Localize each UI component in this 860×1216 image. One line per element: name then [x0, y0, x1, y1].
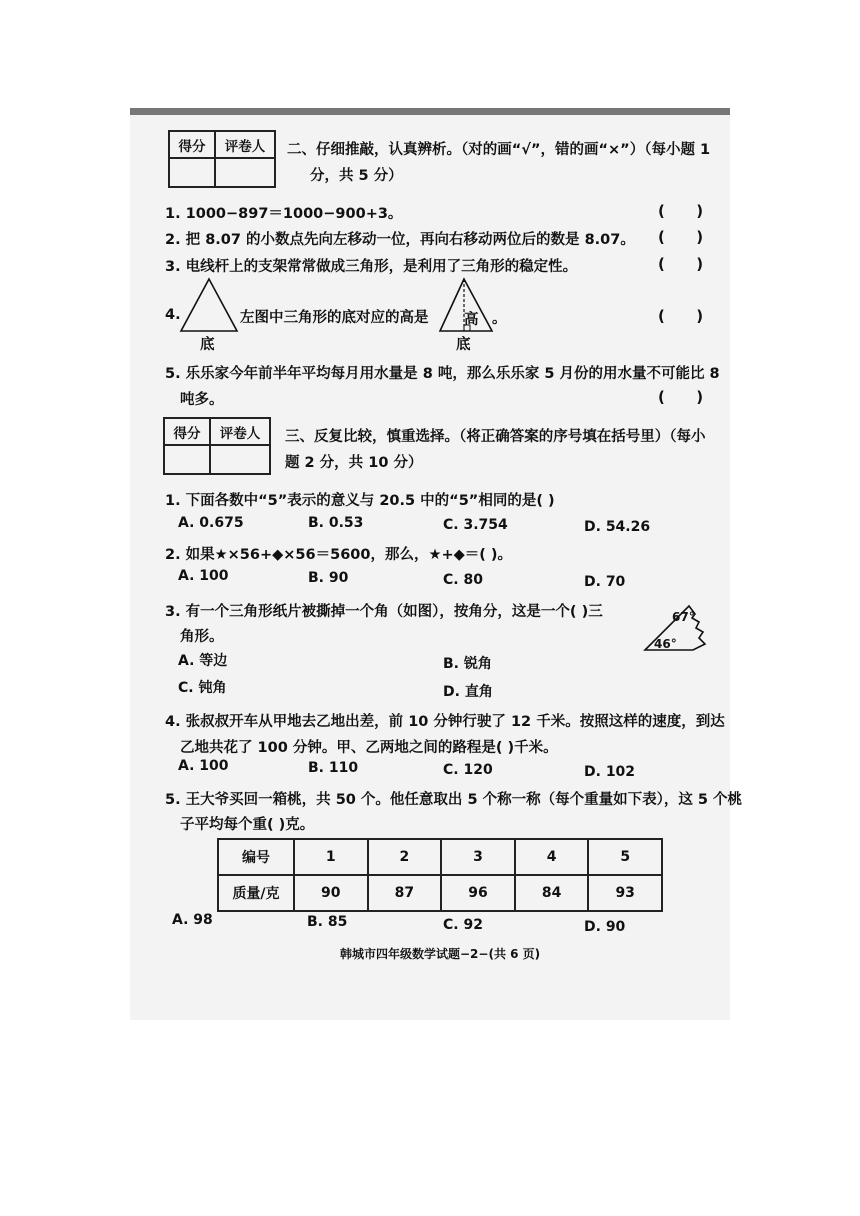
s3-q2-option-c[interactable]: C. 80: [443, 572, 483, 588]
grader-cell[interactable]: [210, 445, 270, 474]
s2-question-1: 1. 1000−897＝1000−900+3。: [165, 206, 403, 222]
grader-label: 评卷人: [215, 131, 275, 158]
s2-answer-2[interactable]: ( ): [658, 228, 704, 246]
score-cell[interactable]: [169, 158, 215, 187]
s2-answer-5[interactable]: ( ): [658, 388, 704, 406]
s3-q3-option-c[interactable]: C. 钝角: [178, 680, 227, 696]
s2-question-4-number: 4.: [165, 307, 181, 323]
s3-q4-option-d[interactable]: D. 102: [584, 764, 636, 780]
section2-title: 二、仔细推敲，认真辨析。（对的画“√”，错的画“×”）（每小题 1: [287, 142, 711, 158]
s3-question-1: 1. 下面各数中“5”表示的意义与 20.5 中的“5”相同的是( ): [165, 493, 555, 509]
table-cell-mass: 84: [515, 875, 589, 911]
s2-answer-3[interactable]: ( ): [658, 255, 704, 273]
peach-mass-table: [217, 838, 663, 912]
s3-q4-option-c[interactable]: C. 120: [443, 762, 493, 778]
top-divider: [130, 108, 730, 115]
section3-title: 三、反复比较，慎重选择。（将正确答案的序号填在括号里）（每小: [285, 429, 706, 445]
score-cell[interactable]: [164, 445, 210, 474]
section2-title-cont: 分，共 5 分）: [310, 168, 403, 184]
s2-question-4-end: 。: [492, 311, 507, 327]
s3-q1-option-a[interactable]: A. 0.675: [178, 515, 244, 531]
height-label: 高: [464, 312, 479, 328]
table-cell-id: 2: [368, 839, 442, 875]
angle-67-label: 67°: [672, 610, 695, 624]
table-row-masses: [218, 875, 662, 911]
s3-q4-option-b[interactable]: B. 110: [308, 760, 359, 776]
triangle-right-base-label: 底: [456, 337, 471, 353]
table-cell-mass: 90: [294, 875, 368, 911]
score-label: 得分: [164, 418, 210, 445]
table-cell-id: 5: [588, 839, 662, 875]
table-cell-mass: 93: [588, 875, 662, 911]
s2-question-5-cont: 吨多。: [180, 392, 224, 408]
page-footer: 韩城市四年级数学试题−2−(共 6 页): [340, 947, 541, 961]
triangle-left-base-label: 底: [200, 337, 215, 353]
s2-question-2: 2. 把 8.07 的小数点先向左移动一位，再向右移动两位后的数是 8.07。: [165, 232, 635, 248]
s3-question-3-cont: 角形。: [180, 629, 224, 645]
table-row-ids: [218, 839, 662, 875]
s2-question-3: 3. 电线杆上的支架常常做成三角形，是利用了三角形的稳定性。: [165, 259, 578, 275]
s3-q3-option-a[interactable]: A. 等边: [178, 653, 228, 669]
table-cell-mass: 87: [368, 875, 442, 911]
s3-question-5: 5. 王大爷买回一箱桃，共 50 个。他任意取出 5 个称一称（每个重量如下表），这 5 个桃: [165, 792, 743, 808]
s3-q3-option-d[interactable]: D. 直角: [443, 684, 493, 700]
table-cell-id: 1: [294, 839, 368, 875]
score-label: 得分: [169, 131, 215, 158]
s3-question-5-cont: 子平均每个重( )克。: [180, 817, 315, 833]
angle-46-label: 46°: [654, 637, 677, 651]
s3-q5-option-b[interactable]: B. 85: [307, 914, 348, 930]
section3-title-cont: 题 2 分，共 10 分）: [285, 455, 423, 471]
score-box-section2: [168, 130, 276, 188]
grader-label: 评卷人: [210, 418, 270, 445]
s3-q5-option-c[interactable]: C. 92: [443, 917, 483, 933]
s2-question-4-text: 左图中三角形的底对应的高是: [240, 310, 429, 326]
s3-q5-option-a[interactable]: A. 98: [172, 912, 213, 928]
score-box-section3: [163, 417, 271, 475]
s3-q1-option-d[interactable]: D. 54.26: [584, 519, 651, 535]
table-header-mass: 质量/克: [218, 875, 294, 911]
s3-q4-option-a[interactable]: A. 100: [178, 758, 229, 774]
s3-question-4: 4. 张叔叔开车从甲地去乙地出差，前 10 分钟行驶了 12 千米。按照这样的速度，到达: [165, 714, 725, 730]
s3-q2-option-d[interactable]: D. 70: [584, 574, 626, 590]
table-header-id: 编号: [218, 839, 294, 875]
s2-question-5: 5. 乐乐家今年前半年平均每月用水量是 8 吨，那么乐乐家 5 月份的用水量不可能比 8: [165, 366, 720, 382]
grader-cell[interactable]: [215, 158, 275, 187]
s3-q1-option-b[interactable]: B. 0.53: [308, 515, 364, 531]
s3-question-4-cont: 乙地共花了 100 分钟。甲、乙两地之间的路程是( )千米。: [180, 740, 558, 756]
table-cell-id: 4: [515, 839, 589, 875]
s2-answer-4[interactable]: ( ): [658, 307, 704, 325]
table-cell-mass: 96: [441, 875, 515, 911]
s3-q3-option-b[interactable]: B. 锐角: [443, 656, 492, 672]
s3-q2-option-a[interactable]: A. 100: [178, 568, 229, 584]
s3-q1-option-c[interactable]: C. 3.754: [443, 517, 508, 533]
s3-question-3: 3. 有一个三角形纸片被撕掉一个角（如图），按角分，这是一个( )三: [165, 604, 603, 620]
triangle-figure-left: [178, 276, 240, 334]
s3-question-2: 2. 如果★×56+◆×56＝5600，那么，★+◆＝( )。: [165, 547, 513, 563]
s3-q5-option-d[interactable]: D. 90: [584, 919, 626, 935]
table-cell-id: 3: [441, 839, 515, 875]
s2-answer-1[interactable]: ( ): [658, 202, 704, 220]
s3-q2-option-b[interactable]: B. 90: [308, 570, 349, 586]
